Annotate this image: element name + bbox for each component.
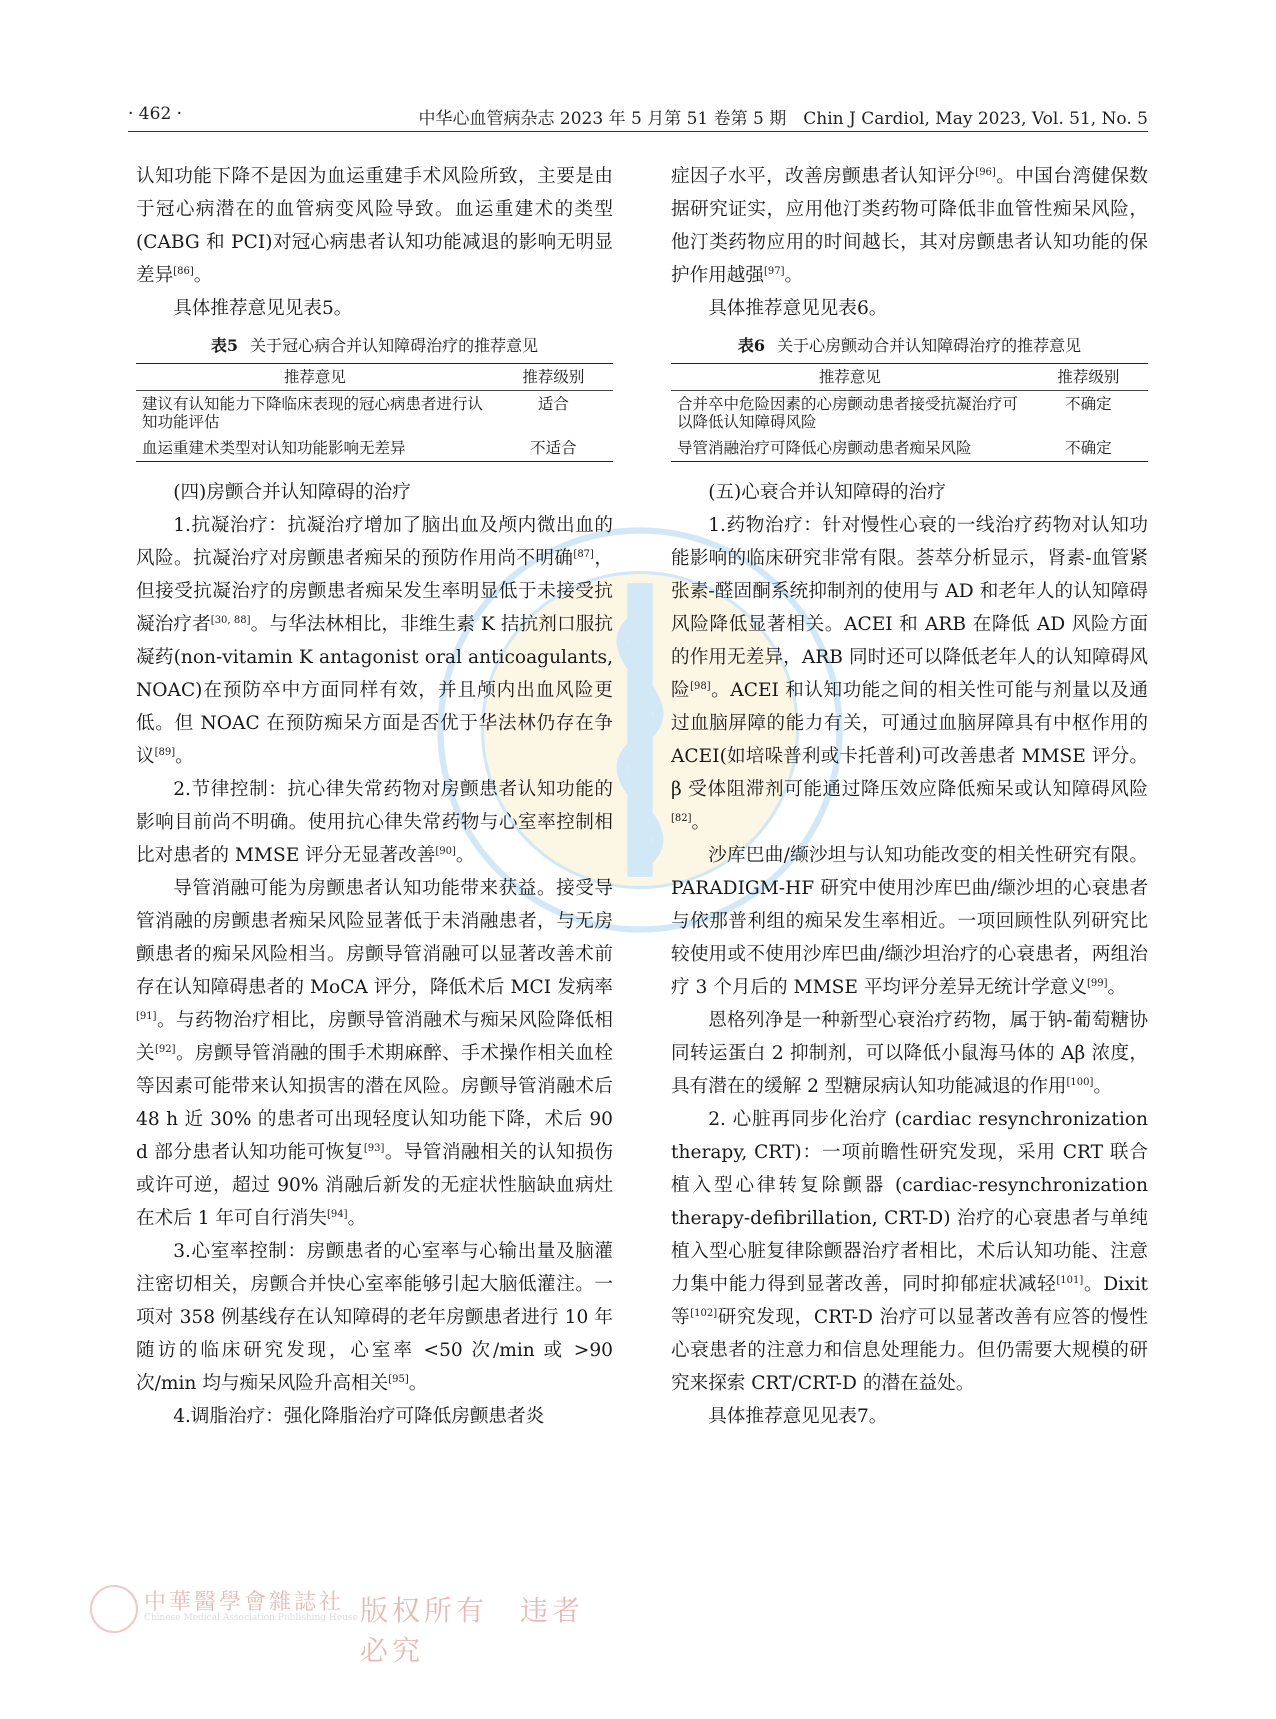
paragraph: 2. 心脏再同步化治疗 (cardiac resynchronization therapy, CRT)：一项前瞻性研究发现，采用 CRT 联合植入型心律转复除颤器 (cardiac-resynchronization therapy-defibrillation, CRT-D) 治疗的心衰患者与单纯植入型心脏复律除颤器治疗者相比，术后认知功能、注意力集中能力得到显著改善，同时抑郁症状减轻[101]。Dixit 等[102]研究发现，CRT-D 治疗可以显著改善有应答的慢性心衰患者的注意力和信息处理能力。但仍需要大规模的研究来探索 CRT/CRT-D 的潜在益处。	[671, 1109, 1148, 1394]
running-header	[128, 104, 1148, 128]
publisher-name-en: Chinese Medical Association Publishing House	[144, 1613, 358, 1623]
table-header: 推荐级别	[1029, 364, 1148, 391]
table-row: 血运重建术类型对认知功能影响无差异 不适合	[142, 439, 577, 457]
page-number: · 462 ·	[128, 104, 183, 124]
table5	[136, 363, 613, 462]
publisher-watermark	[90, 1585, 610, 1667]
paragraph: 4.调脂治疗：强化降脂治疗可降低房颤患者炎	[173, 1406, 545, 1427]
paragraph: 1.抗凝治疗：抗凝治疗增加了脑出血及颅内微出血的风险。抗凝治疗对房颤患者痴呆的预防作用尚不明确[87]，但接受抗凝治疗的房颤患者痴呆发生率明显低于未接受抗凝治疗者[30, 88]。与华法林相比，非维生素 K 拮抗剂口服抗凝药(non-vitamin K antagonist oral anticoagulants, NOAC)在预防卒中方面同样有效，并且颅内出血风险更低。但 NOAC 在预防痴呆方面是否优于华法林仍存在争议[89]。	[136, 515, 613, 767]
table-row: 建议有认知能力下降临床表现的冠心病患者进行认知功能评估 适合	[142, 395, 569, 431]
header-rule	[128, 131, 1148, 132]
paragraph: 具体推荐意见见表5。	[173, 298, 353, 319]
table-header: 推荐意见	[136, 364, 494, 391]
paragraph: 恩格列净是一种新型心衰治疗药物，属于钠-葡萄糖协同转运蛋白 2 抑制剂，可以降低小鼠海马体的 Aβ 浓度，具有潜在的缓解 2 型糖尿病认知功能减退的作用[100]。	[671, 1010, 1148, 1097]
paragraph: 症因子水平，改善房颤患者认知评分[96]。中国台湾健保数据研究证实，应用他汀类药物可降低非血管性痴呆风险，他汀类药物应用的时间越长，其对房颤患者认知功能的保护作用越强[97]。	[671, 166, 1148, 286]
right-column	[671, 160, 1148, 1433]
paragraph: 具体推荐意见见表6。	[708, 298, 888, 319]
table-row: 导管消融治疗可降低心房颤动患者痴呆风险 不确定	[677, 439, 1112, 457]
table6-caption: 表6 关于心房颤动合并认知障碍治疗的推荐意见	[737, 336, 1082, 355]
rights-notice: 版权所有 违者必究	[360, 1594, 585, 1667]
paragraph: 认知功能下降不是因为血运重建手术风险所致，主要是由于冠心病潜在的血管病变风险导致。血运重建术的类型(CABG 和 PCI)对冠心病患者认知功能减退的影响无明显差异[86]。	[136, 166, 613, 286]
paragraph: 导管消融可能为房颤患者认知功能带来获益。接受导管消融的房颤患者痴呆风险显著低于未消融患者，与无房颤患者的痴呆风险相当。房颤导管消融可以显著改善术前存在认知障碍患者的 MoCA 评分，降低术后 MCI 发病率[91]。与药物治疗相比，房颤导管消融术与痴呆风险降低相关[92]。房颤导管消融的围手术期麻醉、手术操作相关血栓等因素可能带来认知损害的潜在风险。房颤导管消融术后 48 h 近 30% 的患者可出现轻度认知功能下降，术后 90 d 部分患者认知功能可恢复[93]。导管消融相关的认知损伤或许可逆，超过 90% 消融后新发的无症状性脑缺血病灶在术后 1 年可自行消失[94]。	[136, 878, 613, 1229]
publisher-logo-icon	[90, 1585, 138, 1633]
table-header: 推荐意见	[671, 364, 1029, 391]
paragraph: 1.药物治疗：针对慢性心衰的一线治疗药物对认知功能影响的临床研究非常有限。荟萃分析显示，肾素-血管紧张素-醛固酮系统抑制剂的使用与 AD 和老年人的认知障碍风险降低显著相关。ACEI 和 ARB 在降低 AD 风险方面的作用无差异，ARB 同时还可以降低老年人的认知障碍风险[98]。ACEI 和认知功能之间的相关性可能与剂量以及通过血脑屏障的能力有关，可通过血脑屏障具有中枢作用的 ACEI(如培哚普利或卡托普利)可改善患者 MMSE 评分。β 受体阻滞剂可能通过降压效应降低痴呆或认知障碍风险[82]。	[671, 515, 1148, 833]
paragraph: 3.心室率控制：房颤患者的心室率与心输出量及脑灌注密切相关，房颤合并快心室率能够引起大脑低灌注。一项对 358 例基线存在认知障碍的老年房颤患者进行 10 年随访的临床研究发现，心室率 <50 次/min 或 >90 次/min 均与痴呆风险升高相关[95]。	[136, 1241, 613, 1394]
table5-caption: 表5 关于冠心病合并认知障碍治疗的推荐意见	[210, 336, 539, 355]
section-heading: (四)房颤合并认知障碍的治疗	[173, 482, 411, 503]
left-column	[136, 160, 613, 1433]
table6	[671, 363, 1148, 462]
publisher-name: 中華醫學會雜誌社	[144, 1590, 345, 1615]
paragraph: 具体推荐意见见表7。	[708, 1406, 888, 1427]
section-heading: (五)心衰合并认知障碍的治疗	[708, 482, 946, 503]
table-row: 合并卒中危险因素的心房颤动患者接受抗凝治疗可以降低认知障碍风险 不确定	[677, 395, 1112, 431]
paragraph: 2.节律控制：抗心律失常药物对房颤患者认知功能的影响目前尚不明确。使用抗心律失常药物与心室率控制相比对患者的 MMSE 评分无显著改善[90]。	[136, 779, 613, 866]
paragraph: 沙库巴曲/缬沙坦与认知功能改变的相关性研究有限。PARADIGM-HF 研究中使用沙库巴曲/缬沙坦的心衰患者与依那普利组的痴呆发生率相近。一项回顾性队列研究比较使用或不使用沙库巴曲/缬沙坦治疗的心衰患者，两组治疗 3 个月后的 MMSE 平均评分差异无统计学意义[99]。	[671, 845, 1149, 998]
journal-citation: 中华心血管病杂志 2023 年 5 月第 51 卷第 5 期 Chin J Cardiol, May 2023, Vol. 51, No. 5	[418, 109, 1148, 129]
table-header: 推荐级别	[494, 364, 613, 391]
